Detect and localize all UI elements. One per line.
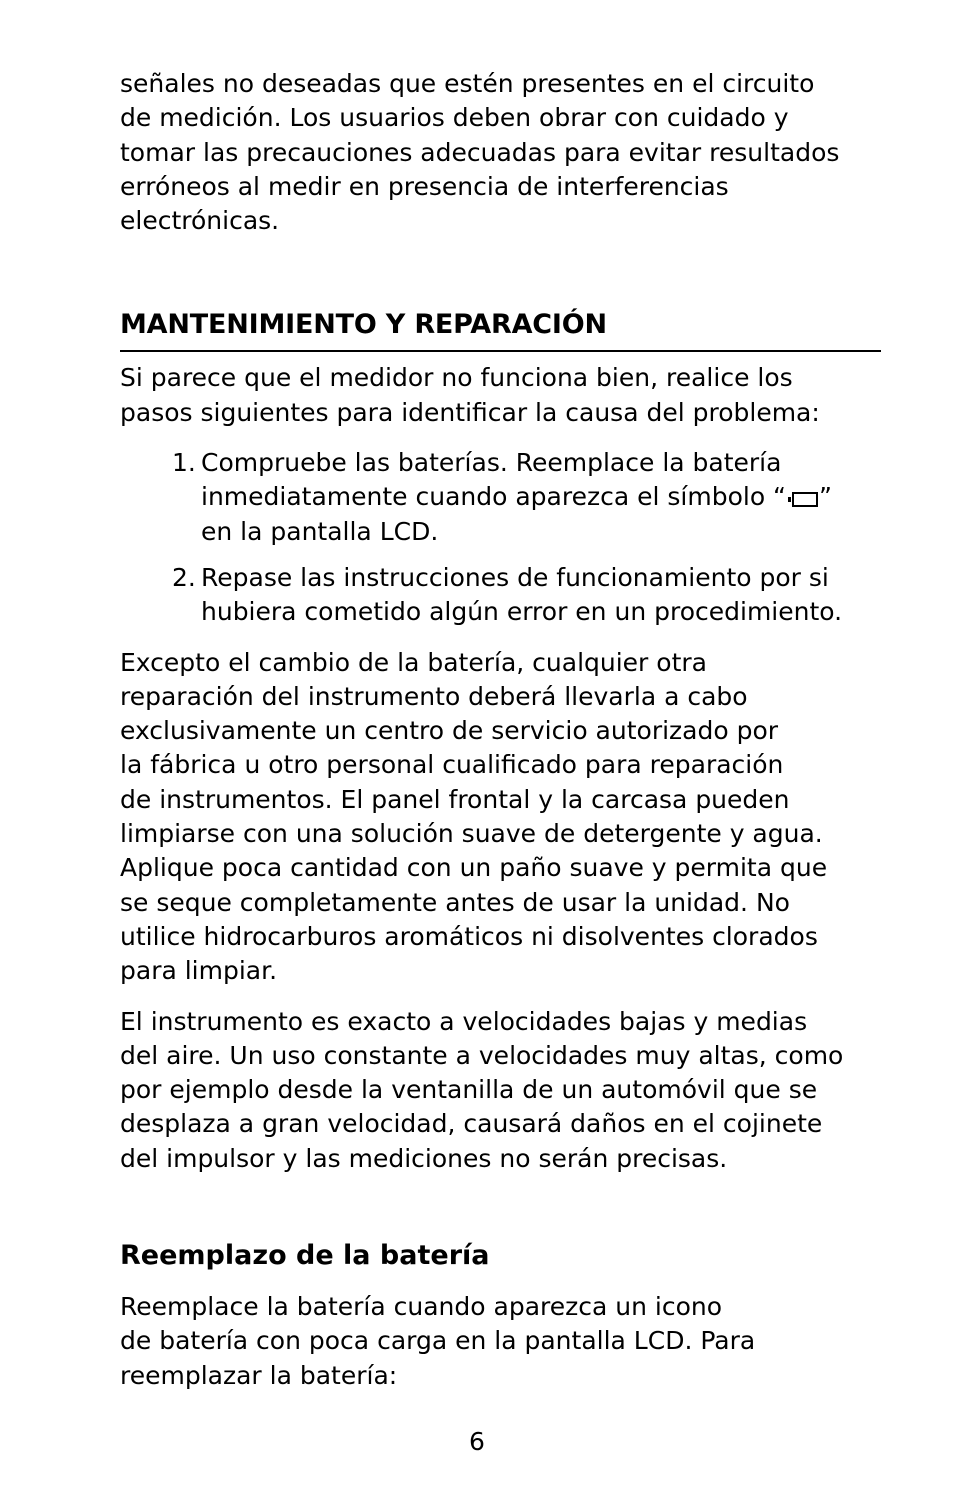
repair-line: limpiarse con una solución suave de detergente y agua.: [120, 819, 823, 849]
repair-line: reparación del instrumento deberá llevarla a cabo: [120, 681, 748, 711]
speed-line: del aire. Un uso constante a velocidades muy altas, como: [120, 1040, 844, 1070]
repair-line: se seque completamente antes de usar la unidad. No: [120, 887, 790, 917]
speed-line: desplaza a gran velocidad, causará daños en el cojinete: [120, 1109, 823, 1139]
step-text: inmediatamente cuando aparezca el símbolo “: [201, 482, 787, 512]
speed-paragraph: [120, 1005, 882, 1176]
steps-list: [120, 446, 882, 629]
step-line: en la pantalla LCD.: [201, 516, 439, 546]
step-line-with-icon: [201, 480, 882, 514]
repair-line: de instrumentos. El panel frontal y la carcasa pueden: [120, 784, 790, 814]
intro-line: electrónicas.: [120, 206, 280, 236]
battery-line: Reemplace la batería cuando aparezca un icono: [120, 1292, 723, 1322]
page-content: [120, 67, 882, 1393]
speed-line: del impulsor y las mediciones no serán precisas.: [120, 1143, 728, 1173]
step-line: Compruebe las baterías. Reemplace la batería: [201, 448, 782, 478]
battery-paragraph: [120, 1290, 882, 1393]
list-spacer: [120, 549, 882, 561]
maintenance-intro-line: Si parece que el medidor no funciona bien, realice los: [120, 363, 793, 393]
battery-line: reemplazar la batería:: [120, 1360, 398, 1390]
intro-paragraph: [120, 67, 882, 238]
step-number: 2.: [172, 562, 196, 592]
intro-line: erróneos al medir en presencia de interferencias: [120, 171, 729, 201]
step-text: ”: [819, 482, 832, 512]
repair-line: Excepto el cambio de la batería, cualquier otra: [120, 647, 707, 677]
step-line: Repase las instrucciones de funcionamiento por si: [201, 562, 829, 592]
maintenance-intro-paragraph: [120, 361, 882, 430]
battery-heading: Reemplazo de la batería: [120, 1240, 490, 1272]
intro-line: tomar las precauciones adecuadas para evitar resultados: [120, 137, 840, 167]
step-item-1: [120, 446, 882, 549]
intro-line: de medición. Los usuarios deben obrar con cuidado y: [120, 103, 789, 133]
repair-paragraph: [120, 646, 882, 989]
step-line: hubiera cometido algún error en un procedimiento.: [201, 597, 843, 627]
battery-icon: [792, 492, 818, 507]
step-item-2: [120, 561, 882, 630]
repair-line: exclusivamente un centro de servicio autorizado por: [120, 716, 779, 746]
repair-line: Aplique poca cantidad con un paño suave y permita que: [120, 853, 828, 883]
step-number: 1.: [172, 448, 196, 478]
repair-line: la fábrica u otro personal cualificado para reparación: [120, 750, 784, 780]
maintenance-heading: MANTENIMIENTO Y REPARACIÓN: [120, 309, 607, 341]
repair-line: para limpiar.: [120, 956, 278, 986]
speed-line: El instrumento es exacto a velocidades bajas y medias: [120, 1006, 808, 1036]
intro-line: señales no deseadas que estén presentes en el circuito: [120, 69, 815, 98]
battery-line: de batería con poca carga en la pantalla LCD. Para: [120, 1326, 756, 1356]
repair-line: utilice hidrocarburos aromáticos ni disolventes clorados: [120, 921, 818, 951]
speed-line: por ejemplo desde la ventanilla de un automóvil que se: [120, 1075, 818, 1105]
page-number: 6: [469, 1427, 485, 1456]
maintenance-intro-line: pasos siguientes para identificar la causa del problema:: [120, 397, 820, 427]
